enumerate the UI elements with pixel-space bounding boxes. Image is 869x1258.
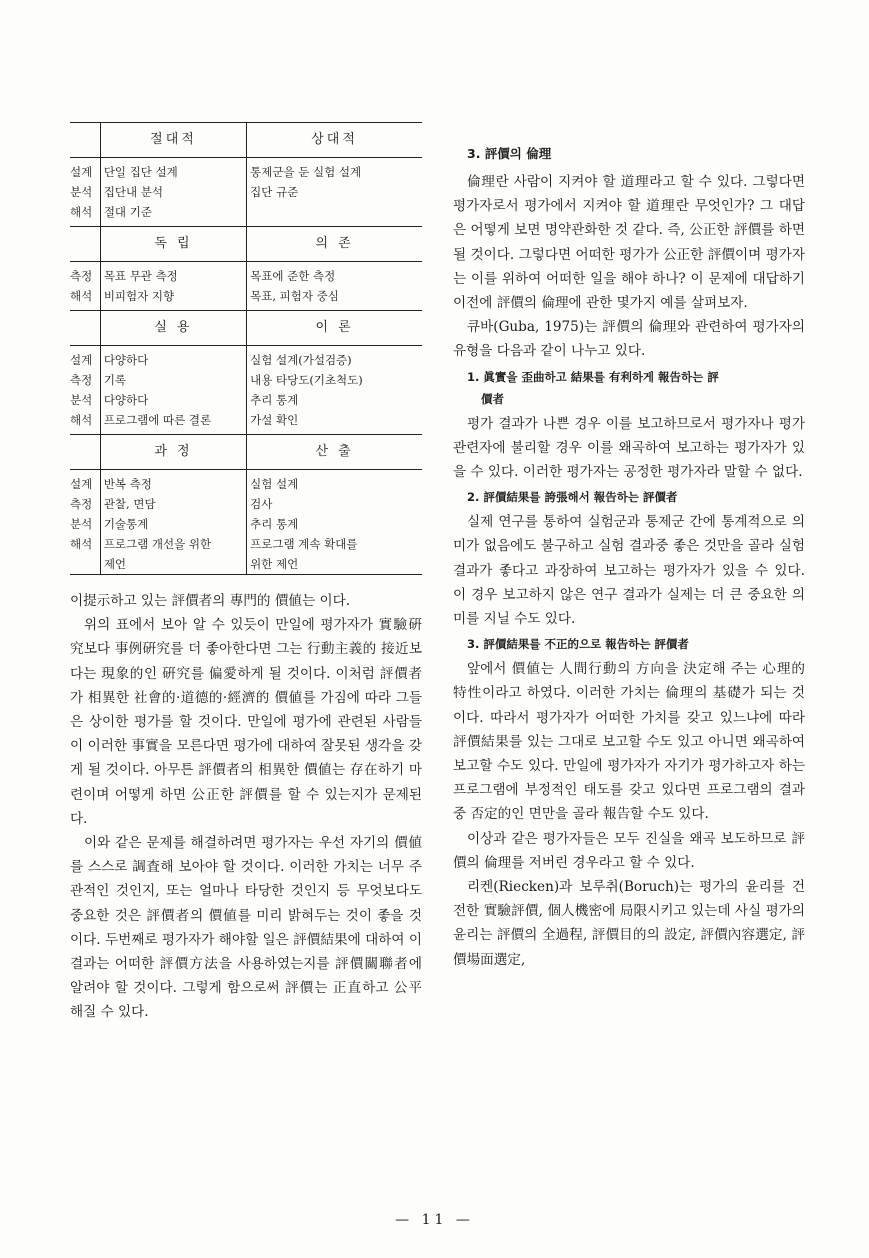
table-row: 측정 기록 내용 타당도(기초척도) bbox=[70, 370, 422, 390]
table-row: 측정 목표 무관 측정 목표에 준한 측정 bbox=[70, 262, 422, 287]
paragraph: 이와 같은 문제를 해결하려면 평가자는 우선 자기의 價値를 스스로 調査해 보아야 할 것이다. 이러한 가치는 너무 주관적인 것인지, 또는 얼마나 타당한 것인지 등 무엇보다도 중요한 것은 評價者의 價値를 미리 밝혀두는 것이 좋을 것이다. 두번째로 평가자가 해야할 일은 評價結果에 대하여 이 결과는 어떠한 評價方法을 사용하였는지를 評價關聯者에 알려야 할 것이다. 그렇게 함으로써 評價는 正直하고 公平해질 수 있다. bbox=[70, 835, 422, 1021]
table-row: 측정 관찰, 면담 검사 bbox=[70, 494, 422, 514]
paragraph: 앞에서 價値는 人間行動의 方向을 決定해 주는 心理的 特性이라고 하였다. 이러한 가치는 倫理의 基礎가 되는 것이다. 따라서 평가자가 어떠한 가치를 갖고 있느냐에 따라 評價結果를 있는 그대로 보고할 수도 있고 아니면 왜곡하여 보고할 수도 있다. 만일에 평가자가 자기가 평가하고자 하는 프로그램에 부정적인 태도를 갖고 있다면 프로그램의 결과 중 否定的인 면만을 골라 報告할 수도 있다. bbox=[453, 661, 805, 823]
paragraph: 큐바(Guba, 1975)는 評價의 倫理와 관련하여 평가자의 유형을 다음과 같이 나누고 있다. bbox=[453, 319, 805, 360]
header-theory: 이 론 bbox=[247, 311, 422, 346]
paragraph: 리켄(Riecken)과 보루취(Boruch)는 평가의 윤리를 건전한 實驗評價, 個人機密에 局限시키고 있는데 사실 평가의 윤리는 評價의 全過程, 評價目的의 設定, 評價內容選定, 評價場面選定, bbox=[453, 879, 805, 968]
header-independent: 독 립 bbox=[100, 227, 246, 262]
table-row: 설계 반복 측정 실험 설계 bbox=[70, 470, 422, 495]
table-header-row bbox=[70, 435, 422, 470]
left-body-text bbox=[70, 589, 422, 1025]
table-row: 해석 절대 기준 bbox=[70, 202, 422, 227]
table-row: 해석 프로그램에 따른 결론 가설 확인 bbox=[70, 410, 422, 435]
left-column bbox=[70, 122, 422, 1025]
table-row: 분석 집단내 분석 집단 규준 bbox=[70, 182, 422, 202]
header-dependent: 의 존 bbox=[247, 227, 422, 262]
paragraph: 이提示하고 있는 評價者의 專門的 價値는 이다. bbox=[70, 593, 351, 609]
right-column bbox=[453, 144, 805, 972]
table-row: 제언 위한 제언 bbox=[70, 554, 422, 575]
table-row: 해석 프로그램 개선을 위한 프로그램 계속 확대를 bbox=[70, 534, 422, 554]
table-header-row bbox=[70, 123, 422, 158]
table-row: 해석 비피험자 지향 목표, 피험자 중심 bbox=[70, 286, 422, 311]
header-relative: 상대적 bbox=[247, 123, 422, 158]
paragraph: 실제 연구를 통하여 실험군과 통제군 간에 통계적으로 의미가 없음에도 불구하고 실험 결과중 좋은 것만을 골라 실험 결과가 좋다고 과장하여 보고하는 평가자가 있을 수 있다. 이 경우 보고하지 않은 연구 결과가 실제는 더 큰 중요한 의미를 지닐 수도 있다. bbox=[453, 514, 805, 628]
paragraph: 이상과 같은 평가자들은 모두 진실을 왜곡 보도하므로 評價의 倫理를 저버린 경우라고 할 수 있다. bbox=[453, 830, 805, 871]
header-product: 산 출 bbox=[247, 435, 422, 470]
table-row: 설계 단일 집단 설계 통제군을 둔 실험 설계 bbox=[70, 158, 422, 183]
header-practical: 실 용 bbox=[100, 311, 246, 346]
header-absolute: 절대적 bbox=[100, 123, 246, 158]
table-row: 설계 다양하다 실험 설계(가설검증) bbox=[70, 346, 422, 371]
table-row: 분석 다양하다 추리 통계 bbox=[70, 390, 422, 410]
subheading: 1. 眞實을 歪曲하고 結果를 有利하게 報告하는 評 價者 bbox=[467, 369, 719, 406]
subheading: 3. 評價結果를 不正的으로 報告하는 評價者 bbox=[467, 637, 689, 652]
header-process: 과 정 bbox=[100, 435, 246, 470]
page-number: — 11 — bbox=[395, 1212, 474, 1228]
subheading: 2. 評價結果를 誇張해서 報告하는 評價者 bbox=[467, 490, 678, 505]
table-row: 분석 기술통계 추리 통계 bbox=[70, 514, 422, 534]
table-header-row bbox=[70, 227, 422, 262]
section-heading: 3. 評價의 倫理 bbox=[467, 146, 552, 161]
table-header-row bbox=[70, 311, 422, 346]
paragraph: 위의 표에서 보아 알 수 있듯이 만일에 평가자가 實驗硏究보다 事例硏究를 더 좋아한다면 그는 行動主義的 接近보다는 現象的인 硏究를 偏愛하게 될 것이다. 이처럼 評價者가 相異한 社會的·道德的·經濟的 價値를 가짐에 따라 그들은 상이한 평가를 할 것이다. 만일에 평가에 관련된 사람들이 이러한 事實을 모른다면 평가에 대하여 잘못된 생각을 갖게 될 것이다. 아무튼 評價者의 相異한 價値는 存在하기 마련이며 어떻게 하면 公正한 評價를 할 수 있는지가 문제된다. bbox=[70, 617, 422, 827]
paragraph: 倫理란 사람이 지켜야 할 道理라고 할 수 있다. 그렇다면 평가자로서 평가에서 지켜야 할 道理란 무엇인가? 그 대답은 어떻게 보면 명약관화한 것 같다. 즉, 公正한 評價를 하면 될 것이다. 그렇다면 어떠한 평가가 公正한 評價이며 평가자는 이를 위하여 어떠한 일을 해야 하나? 이 문제에 대답하기 이전에 評價의 倫理에 관한 몇가지 예를 살펴보자. bbox=[453, 174, 805, 312]
comparison-table bbox=[70, 122, 422, 575]
paragraph: 평가 결과가 나쁜 경우 이를 보고하므로서 평가자나 평가 관련자에 불리할 경우 이를 왜곡하여 보고하는 평가자가 있을 수 있다. 이러한 평가자는 공정한 평가자라 말할 수 없다. bbox=[453, 415, 805, 481]
